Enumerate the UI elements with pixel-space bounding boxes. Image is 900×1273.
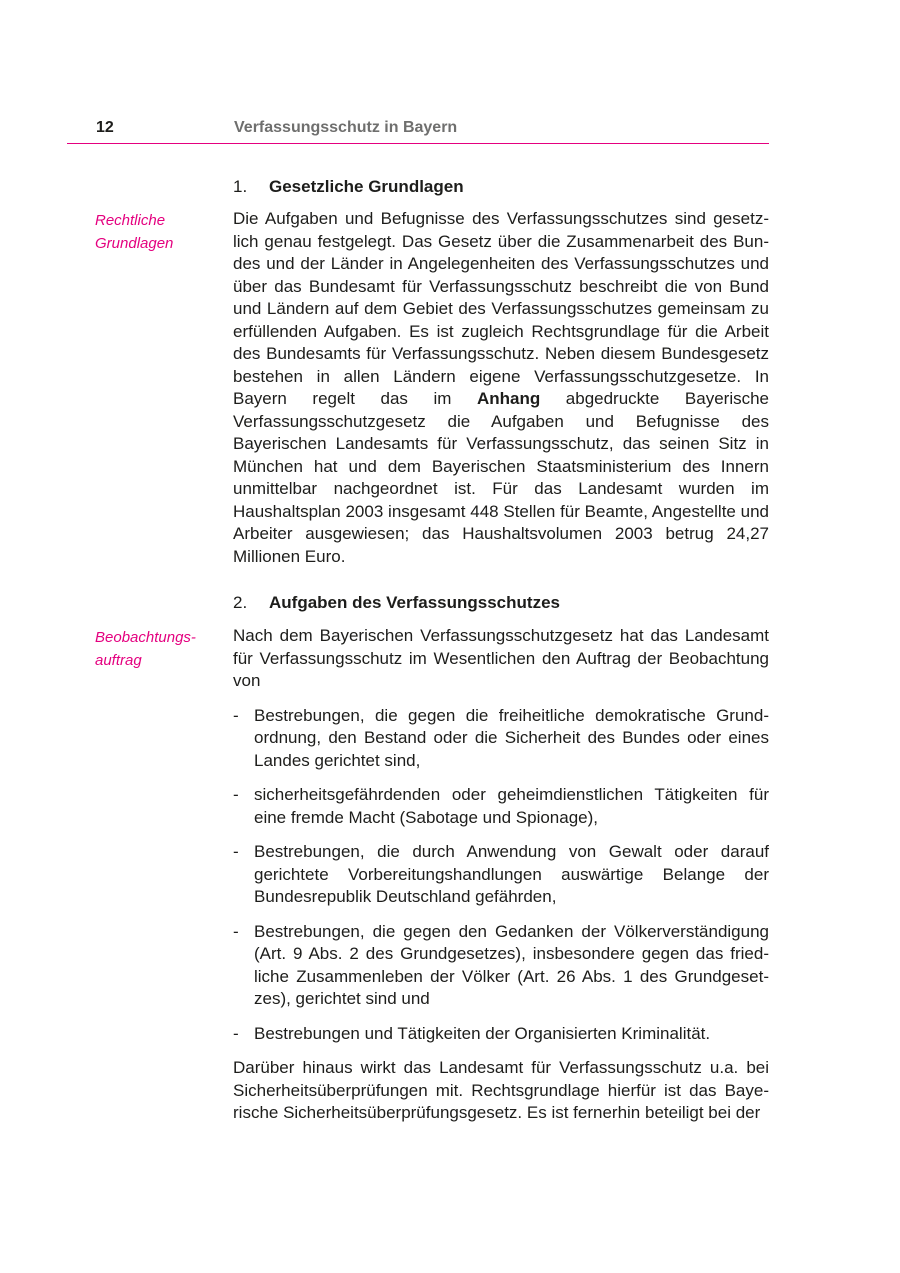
list-item [233, 841, 769, 909]
section-1-paragraph [233, 208, 769, 568]
page-header [67, 115, 769, 144]
margin-note-line: Rechtliche [95, 212, 166, 229]
list-item [233, 1023, 769, 1046]
list-item-text: Bestrebungen, die durch Anwendung von Gewalt oder darauf gerichtete Vorbereitungshandlungen auswärtige Belange der Bundesrepublik Deutschland gefährden, [254, 842, 769, 906]
section-1-body [233, 208, 769, 568]
margin-note-beobachtungsauftrag [95, 627, 215, 672]
paragraph-text: abgedruckte Bayerische Verfassungsschutzgesetz die Aufgaben und Befugnisse des Bayerischen Landesamts für Verfassungsschutz, das seinen Sitz in München hat und dem Bayerischen Staatsministerium des Innern unmittelbar nachgeordnet ist. Für das Landesamt wurden im Haushaltsplan 2003 insgesamt 448 Stellen für Beamte, Angestellte und Arbeiter ausgewiesen; das Haushaltsvolumen 2003 betrug 24,27 Millionen Euro. [233, 389, 769, 566]
running-title: Verfassungsschutz in Bayern [234, 119, 458, 136]
list-item-text: Bestrebungen, die gegen die freiheitliche demokratische Grundordnung, den Bestand oder die Sicherheit des Bundes oder eines Landes gerichtet sind, [254, 705, 769, 770]
bullet-dash: - [233, 785, 239, 804]
section-2-number: 2. [233, 593, 248, 612]
margin-note-line: Grundlagen [95, 234, 174, 252]
paragraph-text: Die Aufgaben und Befugnisse des Verfassungsschutzes sind gesetzlich genau festgelegt. Das Gesetz über die Zusammenarbeit des Bundes und der Länder in Angelegenheiten des Verfassungsschutzes und über das Bundesamt für Verfassungsschutz beschreibt die von Bund und Ländern auf dem Gebiet des Verfassungsschutzes gemeinsam zu erfüllenden Aufgaben. Es ist zugleich Rechtsgrundlage für die Arbeit des Bundesamts für Verfassungsschutz. Neben diesem Bundesgesetz bestehen in allen Ländern eigene Verfassungsschutzgesetze. In Bayern regelt das im [233, 209, 769, 408]
section-1-number: 1. [233, 177, 248, 196]
list-item-text: Bestrebungen und Tätigkeiten der Organisierten Kriminalität. [254, 1023, 711, 1043]
margin-note-line: Beobachtungs- [95, 629, 196, 646]
bullet-dash: - [233, 705, 239, 725]
page-number: 12 [96, 119, 114, 136]
section-2-heading [233, 592, 560, 614]
bullet-dash: - [233, 921, 239, 941]
section-2-body [233, 625, 769, 1125]
section-2-title: Aufgaben des Verfassungsschutzes [269, 593, 560, 612]
observation-list [233, 705, 769, 1046]
margin-note-line: auftrag [95, 651, 142, 669]
list-item [233, 921, 769, 1011]
list-item-text: sicherheitsgefährdenden oder geheimdienstlichen Tätigkeiten für eine fremde Macht (Sabotage und Spionage), [254, 785, 769, 827]
bullet-dash: - [233, 842, 239, 861]
section-2-intro: Nach dem Bayerischen Verfassungsschutzgesetz hat das Landesamt für Verfassungsschutz im Wesentlichen den Auftrag der Beobachtung von [233, 626, 769, 690]
section-2-closing: Darüber hinaus wirkt das Landesamt für Verfassungsschutz u.a. bei Sicherheitsüberprüfungen mit. Rechtsgrundlage hierfür ist das Bayerische Sicherheitsüberprüfungsgesetz. Es ist fernerhin beteiligt bei der [233, 1058, 769, 1122]
list-item [233, 784, 769, 829]
section-1-title: Gesetzliche Grundlagen [269, 177, 464, 196]
anhang-reference: Anhang [476, 389, 541, 408]
bullet-dash: - [233, 1023, 239, 1043]
list-item [233, 705, 769, 773]
section-1-heading [233, 176, 464, 198]
list-item-text: Bestrebungen, die gegen den Gedanken der Völkerverständigung (Art. 9 Abs. 2 des Grundgesetzes), insbesondere gegen das friedliche Zusammenleben der Völker (Art. 26 Abs. 1 des Grundgesetzes), gerichtet sind und [254, 921, 769, 1008]
margin-note-rechtliche-grundlagen [95, 210, 215, 255]
